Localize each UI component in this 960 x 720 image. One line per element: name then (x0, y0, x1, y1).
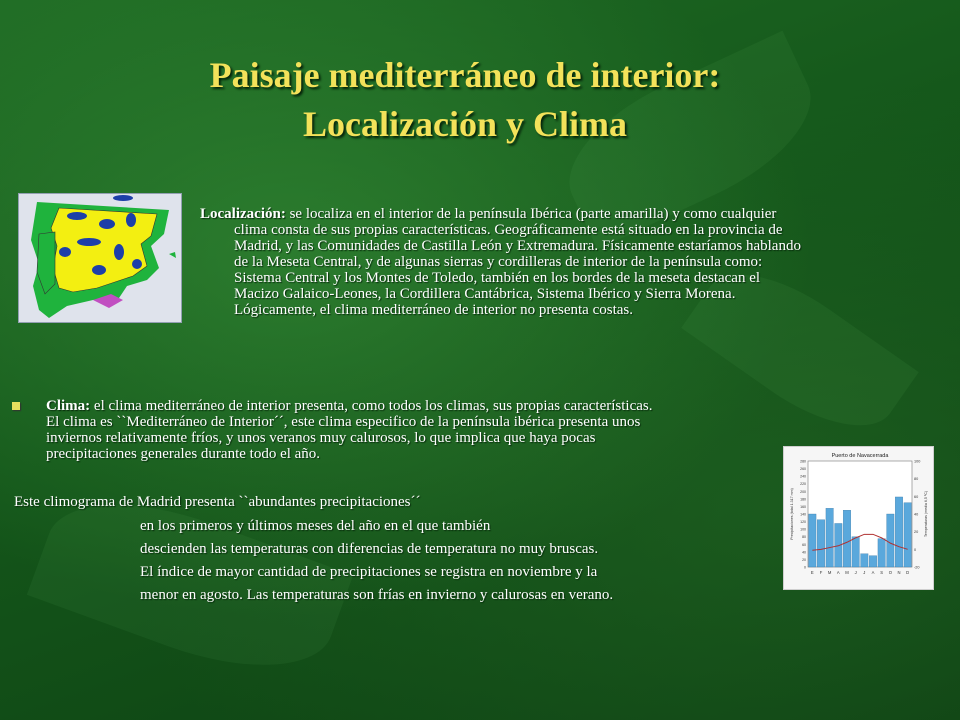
y-tick-label: 260 (800, 467, 806, 472)
x-tick-label: A (836, 570, 840, 575)
y-tick-label: 120 (800, 520, 806, 525)
precip-bar (895, 497, 902, 567)
y2-tick-label: 40 (914, 512, 919, 517)
climograma-line: en los primeros y últimos meses del año en el que también (140, 518, 491, 534)
climograma-chart (783, 446, 934, 590)
localizacion-line: Macizo Galaico-Leones, la Cordillera Cantábrica, Sistema Ibérico y Sierra Morena. (234, 286, 736, 302)
page-title: Paisaje mediterráneo de interior: (209, 55, 721, 95)
y-tick-label: 100 (800, 527, 806, 532)
precip-bar (887, 514, 894, 567)
x-tick-label: O (888, 570, 892, 575)
y-tick-label: 20 (802, 557, 806, 562)
y2-tick-label: 80 (914, 477, 919, 482)
x-tick-label: D (906, 570, 910, 575)
climograma-svg (784, 447, 933, 589)
precip-bar (809, 514, 816, 567)
x-tick-label: E (810, 570, 814, 575)
precip-bar (878, 539, 885, 567)
y-axis-label: Precipitaciones (total 1.317 mm) (790, 488, 794, 540)
chart-title: Puerto de Navacerrada (831, 453, 889, 459)
localizacion-label: Localización: (200, 206, 286, 222)
clima-label: Clima: (46, 398, 91, 414)
clima-paragraph (24, 398, 814, 462)
x-tick-label: J (863, 570, 866, 575)
localizacion-line: de la Meseta Central, y de algunas sierras y cordilleras de interior de la península como: (234, 254, 763, 270)
y-tick-label: 40 (802, 550, 806, 555)
y-tick-label: 180 (800, 497, 806, 502)
page-subtitle: Localización y Clima (303, 104, 627, 144)
y2-tick-label: -20 (914, 565, 920, 570)
y-tick-label: 160 (800, 504, 806, 509)
y2-tick-label: 0 (914, 547, 917, 552)
y-tick-label: 240 (800, 474, 806, 479)
climograma-intro: Este climograma de Madrid presenta ``abundantes precipitaciones´´ (14, 494, 421, 510)
precip-bar (817, 520, 824, 567)
x-tick-label: F (819, 570, 823, 575)
x-tick-label: M (845, 570, 849, 575)
localizacion-line: se localiza en el interior de la península Ibérica (parte amarilla) y como cualquier (285, 206, 777, 222)
y2-axis-label: Temperaturas (media 6,5 ºC) (924, 490, 928, 538)
y2-tick-label: 20 (914, 530, 919, 535)
localizacion-paragraph (200, 206, 950, 318)
precip-bar (843, 510, 850, 567)
x-tick-label: N (897, 570, 901, 575)
precip-bar (861, 554, 868, 567)
clima-line: precipitaciones generales durante todo el año. (46, 446, 321, 462)
clima-line: inviernos relativamente fríos, y unos veranos muy calurosos, lo que implica que haya pocas (46, 430, 596, 446)
x-tick-label: S (880, 570, 884, 575)
climograma-line: descienden las temperaturas con diferencias de temperatura no muy bruscas. (140, 541, 599, 557)
y-tick-label: 220 (800, 482, 806, 487)
climograma-line: El índice de mayor cantidad de precipitaciones se registra en noviembre y la (140, 564, 598, 580)
x-tick-label: M (827, 570, 832, 575)
y2-tick-label: 60 (914, 494, 919, 499)
iberia-map (18, 193, 182, 323)
localizacion-line: clima consta de sus propias características. Geográficamente está situado en la provincia de (234, 222, 783, 238)
precip-bar (904, 503, 911, 567)
localizacion-line: Madrid, y las Comunidades de Castilla León y Extremadura. Físicamente estaríamos hablando (234, 238, 801, 254)
localizacion-line: Lógicamente, el clima mediterráneo de interior no presenta costas. (234, 302, 634, 318)
clima-line: El clima es ``Mediterráneo de Interior´´, este clima especifico de la península ibérica presenta unos (46, 414, 641, 430)
y-tick-label: 0 (804, 565, 806, 570)
climograma-line: menor en agosto. Las temperaturas son frías en invierno y calurosas en verano. (140, 587, 614, 603)
x-tick-label: J (854, 570, 857, 575)
precip-bar (826, 508, 833, 567)
precip-bar (852, 537, 859, 567)
y2-tick-label: 100 (914, 459, 921, 464)
y-tick-label: 60 (802, 542, 806, 547)
precip-bar (869, 556, 876, 567)
x-tick-label: A (871, 570, 875, 575)
bullet-icon (12, 402, 20, 410)
y-tick-label: 140 (800, 512, 806, 517)
y-tick-label: 280 (800, 459, 806, 464)
y-tick-label: 200 (800, 489, 806, 494)
y-tick-label: 80 (802, 535, 806, 540)
clima-line: el clima mediterráneo de interior presenta, como todos los climas, sus propias características. (90, 398, 653, 414)
localizacion-line: Sistema Central y los Montes de Toledo, también en los bordes de la meseta destacan el (234, 270, 761, 286)
